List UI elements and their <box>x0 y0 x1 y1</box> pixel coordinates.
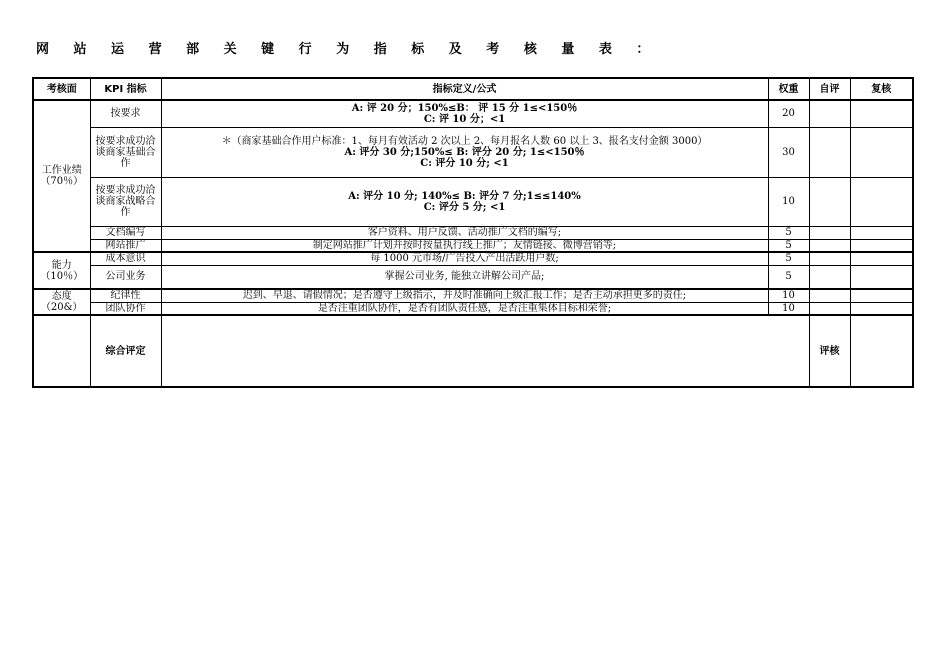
table-row <box>33 252 913 265</box>
definition-line: A: 评分 10 分; 140%≤ B: 评分 7 分;1≤≤140% <box>348 190 581 202</box>
summary-label: 综合评定 <box>90 315 161 387</box>
kpi-cell: 团队协作 <box>90 302 161 315</box>
definition-cell: 是否注重团队协作，是否有团队责任感，是否注重集体目标和荣誉; <box>161 302 768 315</box>
self-score-cell[interactable] <box>809 289 850 302</box>
header-review: 复核 <box>850 78 913 100</box>
summary-review-cell[interactable] <box>850 315 913 387</box>
group-attitude: 态度（20&） <box>33 289 90 315</box>
weight-cell: 10 <box>768 289 809 302</box>
review-cell[interactable] <box>850 127 913 177</box>
weight-cell: 5 <box>768 226 809 239</box>
summary-blank <box>33 315 90 387</box>
definition-line: C: 评分 5 分; <1 <box>423 201 506 213</box>
header-weight: 权重 <box>768 78 809 100</box>
header-self-score: 自评 <box>809 78 850 100</box>
table-row <box>33 265 913 289</box>
header-definition: 指标定义/公式 <box>161 78 768 100</box>
self-score-cell[interactable] <box>809 239 850 252</box>
definition-cell: 迟到、早退、请假情况；是否遵守上级指示，并及时准确向上级汇报工作；是否主动承担更多的责任; <box>161 289 768 302</box>
kpi-cell: 纪律性 <box>90 289 161 302</box>
table-header-row <box>33 78 913 100</box>
kpi-cell: 按要求成功洽谈商家战略合作 <box>90 177 161 226</box>
kpi-cell: 按要求 <box>90 100 161 127</box>
summary-review-label: 评核 <box>809 315 850 387</box>
weight-cell: 20 <box>768 100 809 127</box>
self-score-cell[interactable] <box>809 302 850 315</box>
kpi-cell: 按要求成功洽谈商家基础合作 <box>90 127 161 177</box>
table-row <box>33 239 913 252</box>
self-score-cell[interactable] <box>809 226 850 239</box>
definition-cell <box>161 127 768 177</box>
summary-comment-cell[interactable] <box>161 315 809 387</box>
kpi-table <box>32 77 914 388</box>
definition-cell: 每 1000 元市场/广告投入产出活跃用户数; <box>161 252 768 265</box>
self-score-cell[interactable] <box>809 177 850 226</box>
weight-cell: 5 <box>768 252 809 265</box>
kpi-cell: 公司业务 <box>90 265 161 289</box>
weight-cell: 10 <box>768 177 809 226</box>
self-score-cell[interactable] <box>809 265 850 289</box>
review-cell[interactable] <box>850 265 913 289</box>
definition-cell <box>161 177 768 226</box>
weight-cell: 5 <box>768 239 809 252</box>
definition-line: A: 评分 30 分;150%≤ B: 评分 20 分; 1≤<150％ <box>344 146 585 158</box>
weight-cell: 10 <box>768 302 809 315</box>
weight-cell: 5 <box>768 265 809 289</box>
review-cell[interactable] <box>850 239 913 252</box>
self-score-cell[interactable] <box>809 100 850 127</box>
self-score-cell[interactable] <box>809 252 850 265</box>
kpi-cell: 成本意识 <box>90 252 161 265</box>
review-cell[interactable] <box>850 177 913 226</box>
table-row <box>33 289 913 302</box>
kpi-cell: 文档编写 <box>90 226 161 239</box>
definition-line: C: 评 10 分；<1 <box>423 113 506 125</box>
definition-cell <box>161 100 768 127</box>
header-area: 考核面 <box>33 78 90 100</box>
group-ability: 能力（10％） <box>33 252 90 289</box>
table-row <box>33 177 913 226</box>
header-kpi: KPI 指标 <box>90 78 161 100</box>
definition-cell: 客户资料、用户反馈、活动推广文档的编写; <box>161 226 768 239</box>
summary-row <box>33 315 913 387</box>
kpi-cell: 网站推广 <box>90 239 161 252</box>
definition-line: C: 评分 10 分; <1 <box>420 157 509 169</box>
table-row <box>33 302 913 315</box>
definition-note: ＊（商家基础合作用户标准：1、每月有效活动 2 次以上 2、每月报名人数 60 以上 3、报名支付金额 3000） <box>221 135 708 147</box>
definition-cell: 掌握公司业务, 能独立讲解公司产品; <box>161 265 768 289</box>
table-row <box>33 226 913 239</box>
table-row <box>33 127 913 177</box>
review-cell[interactable] <box>850 226 913 239</box>
page-title: 网 站 运 营 部 关 键 行 为 指 标 及 考 核 量 表 ： <box>36 42 660 57</box>
table-row <box>33 100 913 127</box>
definition-line: A: 评 20 分；150%≤B： 评 15 分 1≤<150％ <box>351 102 578 114</box>
review-cell[interactable] <box>850 302 913 315</box>
review-cell[interactable] <box>850 289 913 302</box>
self-score-cell[interactable] <box>809 127 850 177</box>
review-cell[interactable] <box>850 252 913 265</box>
weight-cell: 30 <box>768 127 809 177</box>
group-performance: 工作业绩（70％） <box>33 100 90 252</box>
review-cell[interactable] <box>850 100 913 127</box>
definition-cell: 制定网站推广计划并按时按量执行线上推广；友情链接、微博营销等; <box>161 239 768 252</box>
